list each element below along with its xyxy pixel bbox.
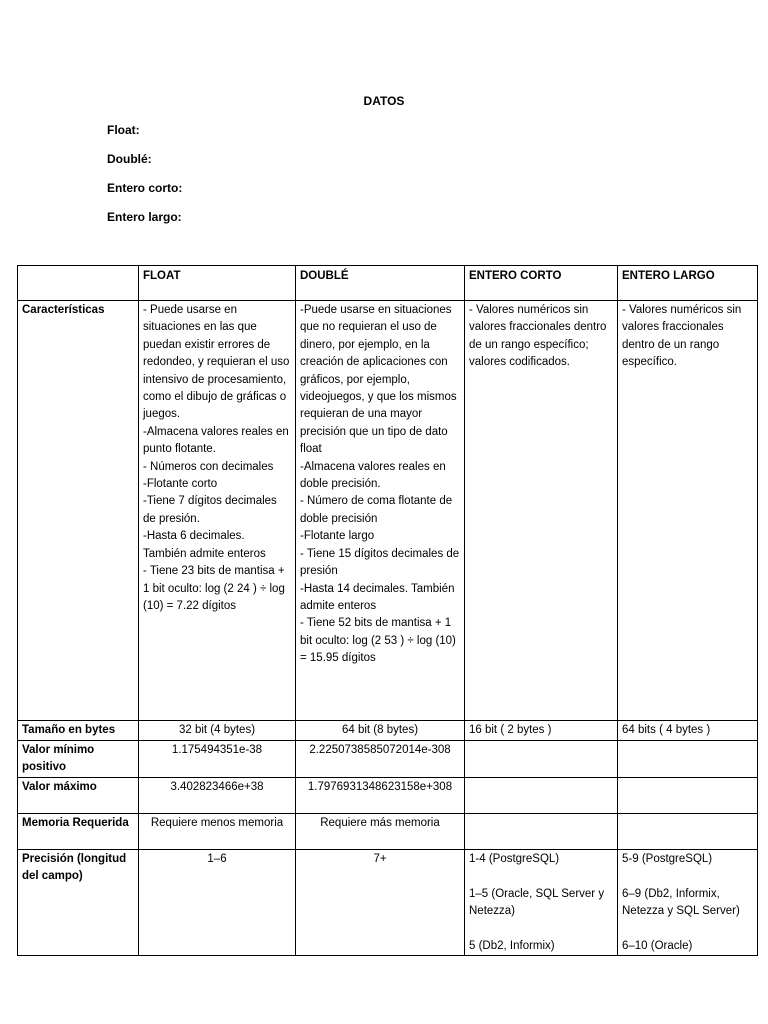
cell-entero-largo-valor-maximo (618, 777, 758, 813)
cell-float-valor-minimo: 1.175494351e-38 (139, 741, 296, 778)
definition-entero-largo: Entero largo: (107, 210, 182, 224)
table-row (18, 741, 758, 778)
row-label-caracteristicas: Características (18, 301, 139, 721)
definition-float: Float: (107, 123, 140, 137)
cell-entero-largo-memoria (618, 813, 758, 849)
row-label-valor-minimo: Valor mínimo positivo (18, 741, 139, 778)
table-row (18, 813, 758, 849)
table-row (18, 777, 758, 813)
cell-double-precision: 7+ (296, 849, 465, 955)
cell-float-precision: 1–6 (139, 849, 296, 955)
cell-entero-corto-memoria (465, 813, 618, 849)
row-label-memoria: Memoria Requerida (18, 813, 139, 849)
data-types-table (17, 265, 758, 956)
cell-entero-corto-valor-maximo (465, 777, 618, 813)
table-row (18, 721, 758, 741)
cell-float-tamano: 32 bit (4 bytes) (139, 721, 296, 741)
cell-entero-corto-caracteristicas: - Valores numéricos sin valores fraccionales dentro de un rango específico; valores codificados. (465, 301, 618, 721)
definition-entero-corto: Entero corto: (107, 181, 183, 195)
table-row (18, 301, 758, 721)
cell-double-valor-maximo: 1.7976931348623158e+308 (296, 777, 465, 813)
cell-entero-largo-precision: 5-9 (PostgreSQL) 6–9 (Db2, Informix, Netezza y SQL Server) 6–10 (Oracle) (618, 849, 758, 955)
cell-entero-corto-tamano: 16 bit ( 2 bytes ) (465, 721, 618, 741)
cell-double-valor-minimo: 2.2250738585072014e-308 (296, 741, 465, 778)
header-entero-largo: ENTERO LARGO (618, 266, 758, 301)
header-empty-cell (18, 266, 139, 301)
definition-double: Doublé: (107, 152, 152, 166)
row-label-valor-maximo: Valor máximo (18, 777, 139, 813)
cell-entero-corto-valor-minimo (465, 741, 618, 778)
row-label-tamano: Tamaño en bytes (18, 721, 139, 741)
header-double: DOUBLÉ (296, 266, 465, 301)
cell-entero-largo-tamano: 64 bits ( 4 bytes ) (618, 721, 758, 741)
cell-entero-largo-caracteristicas: - Valores numéricos sin valores fraccionales dentro de un rango específico. (618, 301, 758, 721)
cell-float-memoria: Requiere menos memoria (139, 813, 296, 849)
cell-entero-corto-precision: 1-4 (PostgreSQL) 1–5 (Oracle, SQL Server y Netezza) 5 (Db2, Informix) (465, 849, 618, 955)
header-float: FLOAT (139, 266, 296, 301)
cell-float-valor-maximo: 3.402823466e+38 (139, 777, 296, 813)
header-entero-corto: ENTERO CORTO (465, 266, 618, 301)
table-row (18, 849, 758, 955)
cell-double-tamano: 64 bit (8 bytes) (296, 721, 465, 741)
definitions-list (107, 123, 182, 239)
table-header-row (18, 266, 758, 301)
cell-double-memoria: Requiere más memoria (296, 813, 465, 849)
cell-double-caracteristicas: -Puede usarse en situaciones que no requieran el uso de dinero, por ejemplo, en la creación de aplicaciones con gráficos, por ejemplo, videojuegos, y que los mismos requieran de una mayor precisión que un tipo de dato float -Almacena valores reales en doble precisión. - Número de coma flotante de doble precisión -Flotante largo - Tiene 15 dígitos decimales de presión -Hasta 14 decimales. También admite enteros - Tiene 52 bits de mantisa + 1 bit oculto: log (2 53 ) ÷ log (10) = 15.95 dígitos (296, 301, 465, 721)
document-title: DATOS (363, 94, 405, 108)
cell-entero-largo-valor-minimo (618, 741, 758, 778)
cell-float-caracteristicas: - Puede usarse en situaciones en las que puedan existir errores de redondeo, y requieran el uso intensivo de procesamiento, como el dibujo de gráficas o juegos. -Almacena valores reales en punto flotante. - Números con decimales -Flotante corto -Tiene 7 dígitos decimales de presión. -Hasta 6 decimales. También admite enteros - Tiene 23 bits de mantisa + 1 bit oculto: log (2 24 ) ÷ log (10) = 7.22 dígitos (139, 301, 296, 721)
row-label-precision: Precisión (longitud del campo) (18, 849, 139, 955)
